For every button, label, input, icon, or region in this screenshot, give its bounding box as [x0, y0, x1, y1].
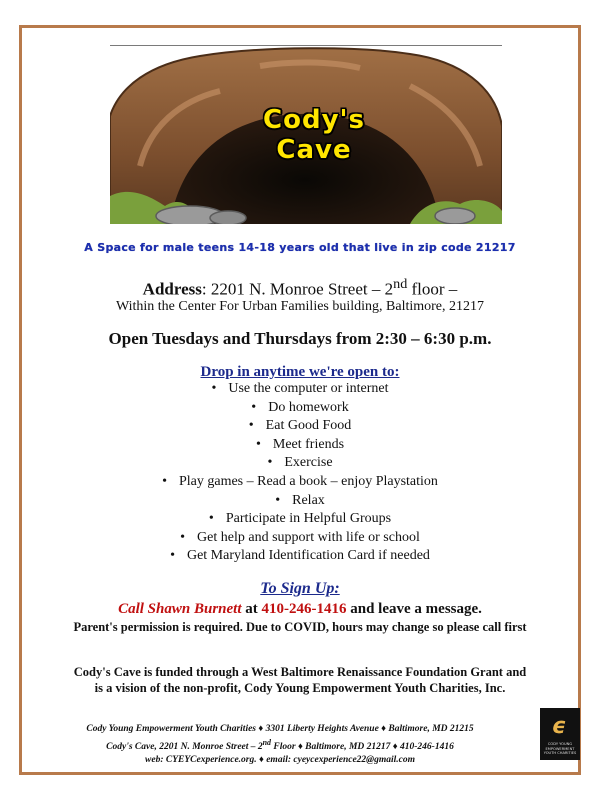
funding-note: Cody's Cave is funded through a West Baltimore Renaissance Foundation Grant and is a vision of the non-profit, Cody Young Empowerment Youth Charities, Inc. — [73, 665, 527, 695]
list-item: • Meet friends — [255, 436, 345, 452]
tagline: A Space for male teens 14-18 years old that live in zip code 21217 — [84, 241, 516, 254]
hours: Open Tuesdays and Thursdays from 2:30 – 6:30 p.m. — [108, 329, 492, 348]
contact-name: Call Shawn Burnett — [118, 601, 242, 617]
address-after: floor – — [407, 279, 458, 299]
logo-mark-icon: ϵ — [549, 714, 569, 739]
address-line-2: Within the Center For Urban Families building, Baltimore, 21217 — [115, 299, 485, 314]
signup-heading: To Sign Up: — [260, 580, 340, 597]
address-label: Address — [142, 279, 202, 299]
drop-in-heading: Drop in anytime we're open to: — [200, 364, 400, 380]
list-item: • Relax — [275, 492, 325, 508]
permission-note: Parent's permission is required. Due to COVID, hours may change so please call first — [73, 620, 527, 634]
activity-list — [20, 380, 580, 566]
phone-number[interactable]: 410-246-1416 — [261, 601, 347, 617]
address-text: : 2201 N. Monroe Street – 2 — [201, 279, 394, 299]
charity-logo — [540, 708, 580, 760]
list-item: • Get help and support with life or school — [180, 529, 420, 545]
title-line-1: Cody's — [263, 105, 365, 135]
list-item: • Play games – Read a book – enjoy Playstation — [162, 473, 438, 489]
call-line: Call Shawn Burnett at 410-246-1416 and leave a message. — [118, 601, 482, 617]
address-line — [20, 276, 580, 300]
list-item: • Get Maryland Identification Card if needed — [170, 548, 430, 564]
list-item: • Eat Good Food — [248, 418, 352, 434]
footer — [30, 723, 530, 767]
list-item: • Do homework — [251, 399, 349, 415]
footer-line-1: Cody Young Empowerment Youth Charities ♦ 3301 Liberty Heights Avenue ♦ Baltimore, MD 21215 — [86, 724, 474, 734]
list-item: • Participate in Helpful Groups — [208, 511, 392, 527]
logo-caption: CODY YOUNG EMPOWERMENT YOUTH CHARITIES — [543, 742, 577, 755]
cave-title — [234, 105, 394, 165]
footer-line-3[interactable]: web: CYEYCexperience.org. ♦ email: cyeycexperience22@gmail.com — [145, 755, 415, 766]
list-item: • Exercise — [267, 455, 333, 471]
title-line-2: Cave — [276, 135, 352, 165]
list-item: • Use the computer or internet — [211, 381, 389, 396]
footer-line-2: Cody's Cave, 2201 N. Monroe Street – 2nd Floor ♦ Baltimore, MD 21217 ♦ 410-246-1416 — [106, 738, 454, 753]
address-sup: nd — [393, 276, 408, 292]
